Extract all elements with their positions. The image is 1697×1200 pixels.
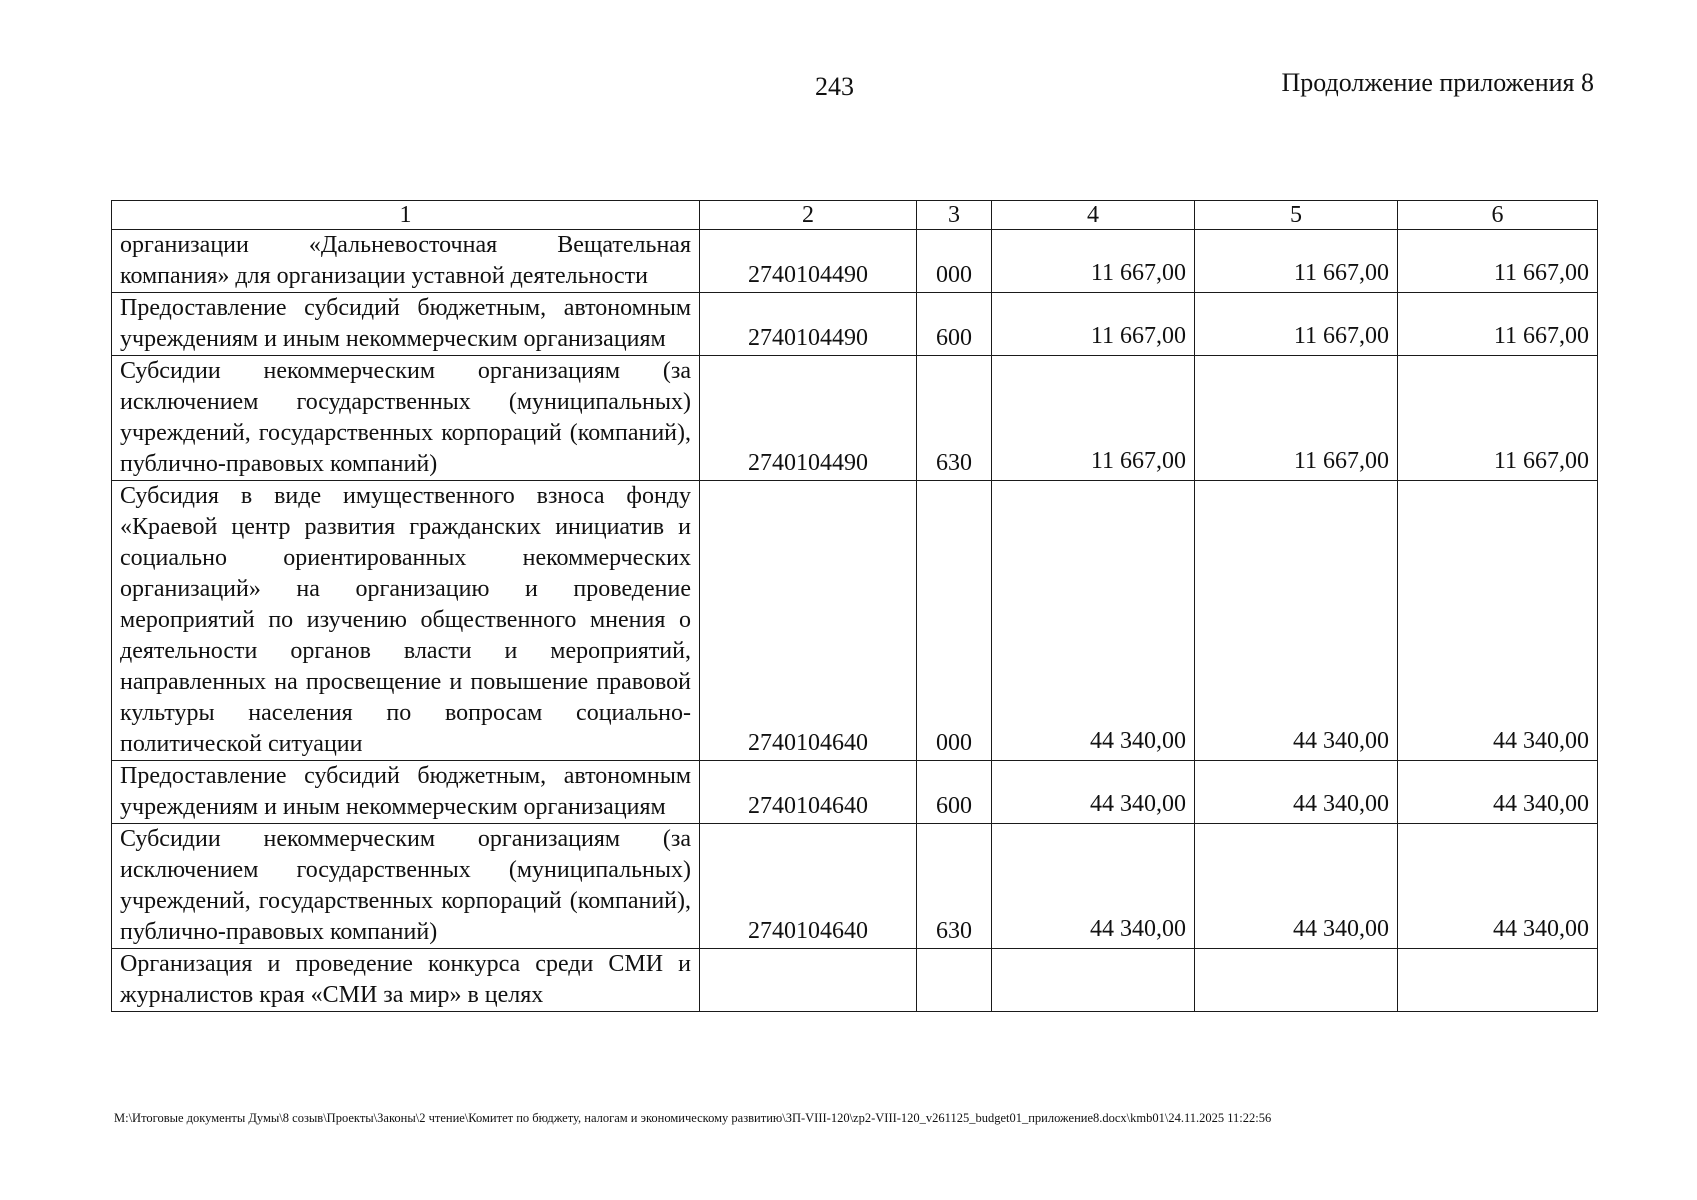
row-amount-col4: 11 667,00 bbox=[992, 230, 1195, 293]
row-amount-col4: 44 340,00 bbox=[992, 761, 1195, 824]
row-expense-type-empty bbox=[917, 949, 992, 1012]
row-amount-col4: 44 340,00 bbox=[992, 481, 1195, 761]
row-amount-col6-empty bbox=[1398, 949, 1598, 1012]
row-target-code: 2740104640 bbox=[700, 761, 917, 824]
column-number-row bbox=[112, 201, 1598, 230]
row-amount-col5-empty bbox=[1195, 949, 1398, 1012]
row-expense-type: 600 bbox=[917, 293, 992, 356]
row-expense-type: 000 bbox=[917, 481, 992, 761]
table-row bbox=[112, 761, 1598, 824]
row-amount-col6: 44 340,00 bbox=[1398, 824, 1598, 949]
row-amount-col6: 44 340,00 bbox=[1398, 481, 1598, 761]
row-name: Субсидия в виде имущественного взноса фонду «Краевой центр развития гражданских инициатив и социально ориентированных некоммерческих организаций» на организацию и проведение мероприятий по изучению общественного мнения о деятельности органов власти и мероприятий, направленных на просвещение и повышение правовой культуры населения по вопросам социально-политической ситуации bbox=[112, 481, 700, 761]
row-target-code: 2740104490 bbox=[700, 293, 917, 356]
row-name: Предоставление субсидий бюджетным, автономным учреждениям и иным некоммерческим организациям bbox=[112, 293, 700, 356]
row-name: Организация и проведение конкурса среди СМИ и журналистов края «СМИ за мир» в целях bbox=[112, 949, 700, 1012]
row-name: организации «Дальневосточная Вещательная компания» для организации уставной деятельности bbox=[112, 230, 700, 293]
row-amount-col4: 11 667,00 bbox=[992, 293, 1195, 356]
table-row bbox=[112, 230, 1598, 293]
table-row bbox=[112, 824, 1598, 949]
column-number-5: 5 bbox=[1195, 201, 1398, 230]
row-amount-col4-empty bbox=[992, 949, 1195, 1012]
row-amount-col5: 44 340,00 bbox=[1195, 824, 1398, 949]
row-amount-col5: 11 667,00 bbox=[1195, 356, 1398, 481]
table-row-continued bbox=[112, 949, 1598, 1012]
row-amount-col4: 11 667,00 bbox=[992, 356, 1195, 481]
column-number-2: 2 bbox=[700, 201, 917, 230]
row-expense-type: 600 bbox=[917, 761, 992, 824]
row-amount-col6: 11 667,00 bbox=[1398, 356, 1598, 481]
row-amount-col6: 11 667,00 bbox=[1398, 293, 1598, 356]
table-row bbox=[112, 356, 1598, 481]
column-number-4: 4 bbox=[992, 201, 1195, 230]
page-number: 243 bbox=[815, 72, 854, 101]
row-expense-type: 630 bbox=[917, 824, 992, 949]
column-number-6: 6 bbox=[1398, 201, 1598, 230]
row-target-code: 2740104640 bbox=[700, 481, 917, 761]
row-target-code: 2740104490 bbox=[700, 230, 917, 293]
row-name: Субсидии некоммерческим организациям (за исключением государственных (муниципальных) учреждений, государственных корпораций (компаний), публично-правовых компаний) bbox=[112, 824, 700, 949]
row-name: Субсидии некоммерческим организациям (за исключением государственных (муниципальных) учреждений, государственных корпораций (компаний), публично-правовых компаний) bbox=[112, 356, 700, 481]
row-amount-col6: 11 667,00 bbox=[1398, 230, 1598, 293]
row-target-code: 2740104490 bbox=[700, 356, 917, 481]
row-amount-col5: 44 340,00 bbox=[1195, 761, 1398, 824]
table-row bbox=[112, 481, 1598, 761]
row-amount-col5: 44 340,00 bbox=[1195, 481, 1398, 761]
row-amount-col4: 44 340,00 bbox=[992, 824, 1195, 949]
row-amount-col5: 11 667,00 bbox=[1195, 230, 1398, 293]
table-row bbox=[112, 293, 1598, 356]
file-path-footer: M:\Итоговые документы Думы\8 созыв\Проекты\Законы\2 чтение\Комитет по бюджету, налогам и экономическому развитию\ЗП-VIII-120\zp2-VIII-120_v261125_budget01_приложение8.docx\kmb01\24.11.2025 11:22:56 bbox=[114, 1111, 1272, 1125]
row-expense-type: 630 bbox=[917, 356, 992, 481]
row-target-code-empty bbox=[700, 949, 917, 1012]
row-target-code: 2740104640 bbox=[700, 824, 917, 949]
budget-table bbox=[111, 200, 1598, 1012]
row-name: Предоставление субсидий бюджетным, автономным учреждениям и иным некоммерческим организациям bbox=[112, 761, 700, 824]
appendix-caption: Продолжение приложения 8 bbox=[1281, 68, 1594, 97]
row-amount-col5: 11 667,00 bbox=[1195, 293, 1398, 356]
column-number-1: 1 bbox=[112, 201, 700, 230]
column-number-3: 3 bbox=[917, 201, 992, 230]
row-expense-type: 000 bbox=[917, 230, 992, 293]
row-amount-col6: 44 340,00 bbox=[1398, 761, 1598, 824]
